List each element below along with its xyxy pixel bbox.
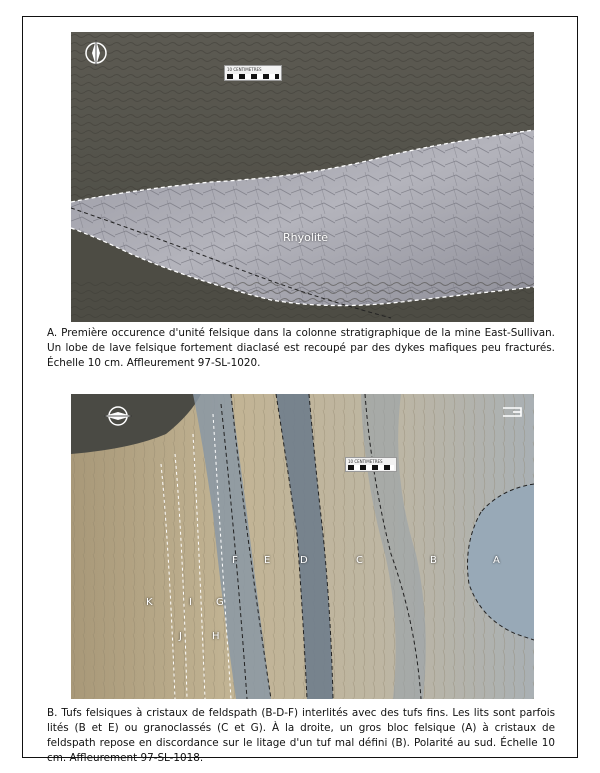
caption-a: A. Première occurence d'unité felsique dans la colonne stratigraphique de la mine East-Sullivan. Un lobe de lave felsique fortement diaclasé est recoupé par des dykes mafiques peu fracturés. Échelle 10 cm. Affleurement 97-SL-1020. <box>47 327 555 369</box>
document-page <box>22 16 578 764</box>
unit-label-f: F <box>232 555 238 566</box>
north-arrow-icon <box>102 403 134 429</box>
unit-label-b: B <box>430 555 437 566</box>
unit-label-a: A <box>493 555 500 566</box>
unit-label-i: I <box>189 597 192 608</box>
unit-label-h: H <box>212 631 220 642</box>
unit-label-e: E <box>264 555 271 566</box>
caption-b: B. Tufs felsiques à cristaux de feldspath (B-D-F) interlités avec des tufs fins. Les lits sont parfois lités (B et E) ou granoclassés (C et G). À la droite, un gros bloc felsique (A) à cristaux de feldspath repose en discordance sur le litage d'un tuf mal défini (B). Polarité au sud. Échelle 10 cm. Affleurement 97-SL-1018. <box>47 707 555 764</box>
rhyolite-label: Rhyolite <box>283 231 329 244</box>
unit-label-j: J <box>179 631 182 642</box>
unit-label-k: K <box>146 597 153 608</box>
outcrop-photo-a <box>71 32 534 322</box>
outcrop-photo-b <box>71 394 534 699</box>
unit-label-g: G <box>216 597 224 608</box>
polarity-symbol-icon <box>501 402 525 422</box>
outcrop-photo-a-graphic <box>71 32 534 322</box>
scale-card-text: 10 CENTIMETRES <box>227 67 262 72</box>
scale-card <box>345 457 397 472</box>
scale-card-text: 10 CENTIMETRES <box>348 459 383 464</box>
scale-card <box>224 65 282 81</box>
unit-label-c: C <box>356 555 363 566</box>
unit-label-d: D <box>300 555 308 566</box>
north-arrow-icon <box>81 38 111 68</box>
outcrop-photo-b-graphic <box>71 394 534 699</box>
